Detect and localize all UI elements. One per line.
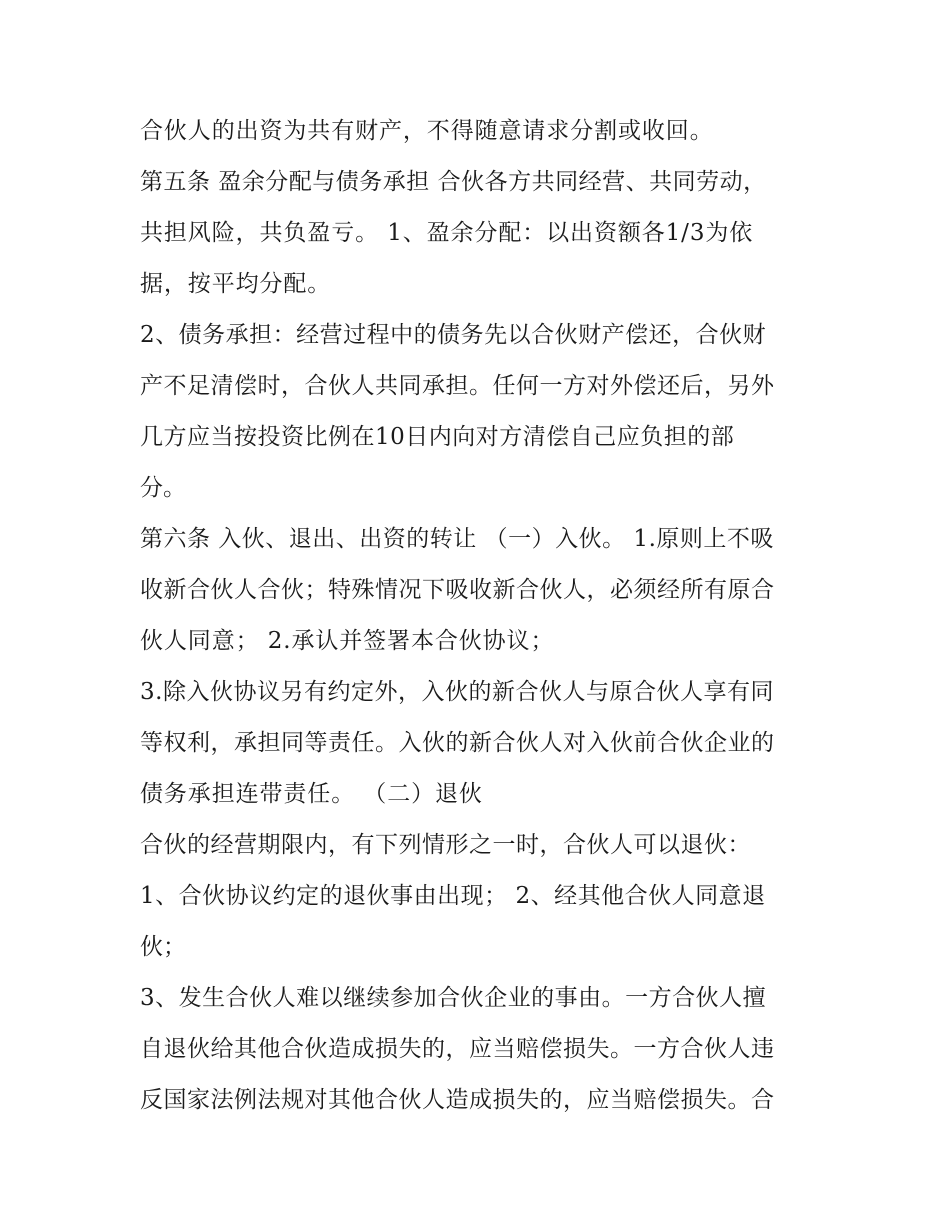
text-line: 第六条 入伙、退出、出资的转让 （一）入伙。 1.原则上不吸 — [140, 526, 774, 552]
text-line: 分。 — [140, 475, 186, 501]
text-line: 债务承担连带责任。 （二）退伙 — [140, 781, 483, 807]
text-line: 合伙的经营期限内，有下列情形之一时，合伙人可以退伙： — [140, 832, 751, 858]
text-line: 等权利，承担同等责任。入伙的新合伙人对入伙前合伙企业的 — [140, 730, 775, 756]
text-line: 据，按平均分配。 — [140, 271, 332, 297]
text-line: 伙人同意； 2.承认并签署本合伙协议； — [140, 628, 555, 654]
text-line: 几方应当按投资比例在10日内向对方清偿自己应负担的部 — [140, 424, 735, 450]
text-line: 2、债务承担：经营过程中的债务先以合伙财产偿还，合伙财 — [140, 322, 767, 348]
text-line: 1、合伙协议约定的退伙事由出现； 2、经其他合伙人同意退 — [140, 883, 766, 909]
text-line: 合伙人的出资为共有财产，不得随意请求分割或收回。 — [140, 118, 714, 144]
text-line: 反国家法例法规对其他合伙人造成损失的，应当赔偿损失。合 — [140, 1087, 775, 1113]
text-line: 伙； — [140, 934, 186, 960]
text-line: 3.除入伙协议另有约定外，入伙的新合伙人与原合伙人享有同 — [140, 679, 774, 705]
text-line: 产不足清偿时，合伙人共同承担。任何一方对外偿还后，另外 — [140, 373, 775, 399]
document-body — [140, 106, 830, 1126]
text-line: 共担风险，共负盈亏。 1、盈余分配：以出资额各1/3为依 — [140, 220, 754, 246]
text-line: 第五条 盈余分配与债务承担 合伙各方共同经营、共同劳动， — [140, 169, 767, 195]
text-line: 自退伙给其他合伙造成损失的，应当赔偿损失。一方合伙人违 — [140, 1036, 775, 1062]
text-line: 3、发生合伙人难以继续参加合伙企业的事由。一方合伙人擅 — [140, 985, 767, 1011]
text-line: 收新合伙人合伙；特殊情况下吸收新合伙人，必须经所有原合 — [140, 577, 775, 603]
